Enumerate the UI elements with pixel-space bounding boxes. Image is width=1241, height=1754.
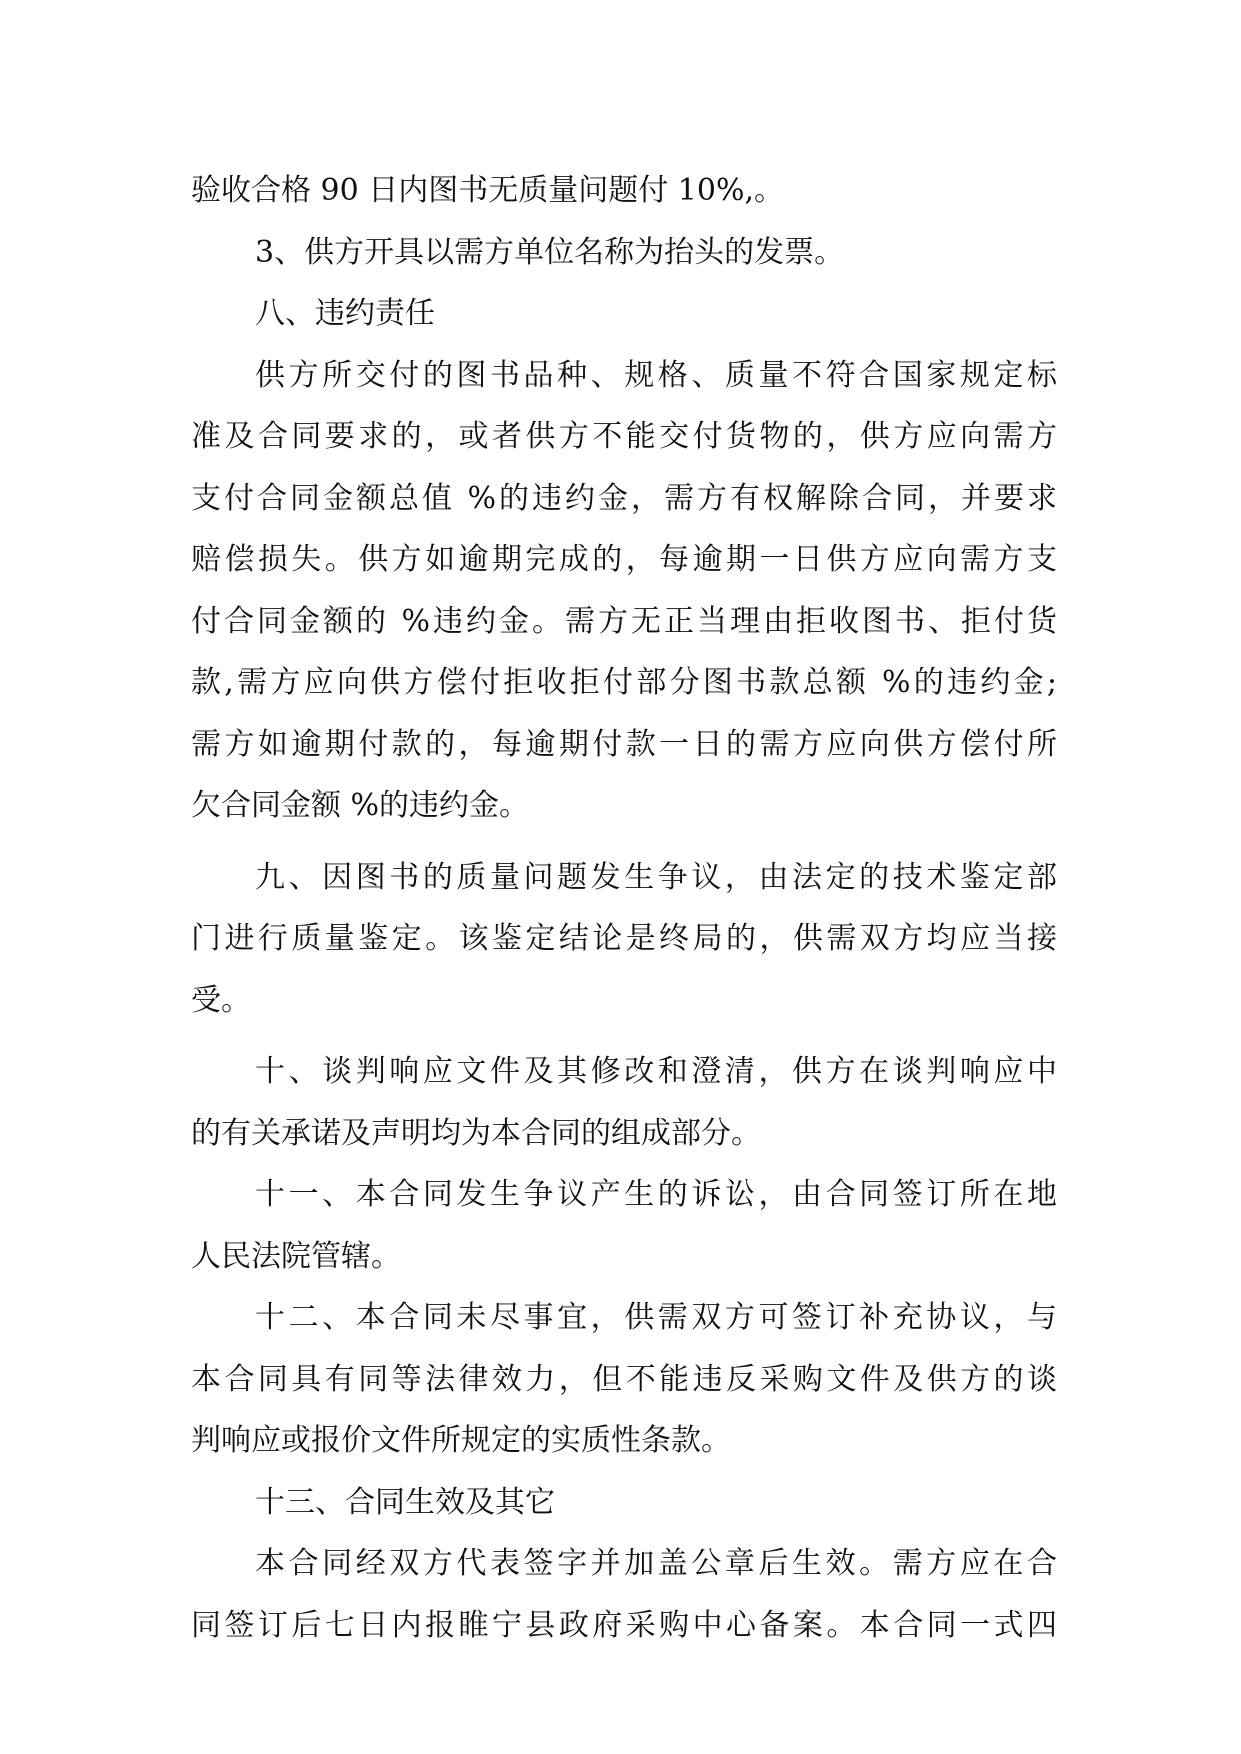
text-line: 同签订后七日内报睢宁县政府采购中心备案。本合同一式四: [191, 1607, 1057, 1643]
text-line: 门进行质量鉴定。该鉴定结论是终局的，供需双方均应当接: [191, 921, 1057, 956]
text-line: 本合同经双方代表签字并加盖公章后生效。需方应在合: [255, 1546, 1057, 1581]
paragraph-gap: [191, 837, 1057, 847]
text-line: 受。: [191, 982, 251, 1018]
section-heading: 八、违约责任: [255, 296, 435, 331]
text-line: 款,需方应向供方偿付拒收拒付部分图书款总额 %的违约金;: [191, 665, 1057, 700]
paragraph-gap: [191, 1031, 1057, 1041]
text-line: 赔偿损失。供方如逾期完成的，每逾期一日供方应向需方支: [191, 542, 1057, 577]
text-line: 人民法院管辖。: [191, 1238, 401, 1274]
text-line: 付合同金额的 %违约金。需方无正当理由拒收图书、拒付货: [191, 603, 1057, 639]
text-line: 供方所交付的图书品种、规格、质量不符合国家规定标: [255, 357, 1057, 393]
text-line: 十、谈判响应文件及其修改和澄清，供方在谈判响应中: [255, 1054, 1057, 1089]
text-line: 准及合同要求的，或者供方不能交付货物的，供方应向需方: [191, 419, 1057, 454]
text-line: 判响应或报价文件所规定的实质性条款。: [191, 1423, 731, 1458]
document-body: [191, 160, 1057, 1656]
text-line: 需方如逾期付款的，每逾期付款一日的需方应向供方偿付所: [191, 726, 1057, 762]
text-line: 十二、本合同未尽事宜，供需双方可签订补充协议，与: [255, 1300, 1057, 1335]
text-line: 验收合格 90 日内图书无质量问题付 10%,。: [191, 173, 784, 208]
text-line: 九、因图书的质量问题发生争议，由法定的技术鉴定部: [255, 859, 1057, 895]
text-line: 本合同具有同等法律效力，但不能违反采购文件及供方的谈: [191, 1361, 1057, 1397]
text-line: 十一、本合同发生争议产生的诉讼，由合同签订所在地: [255, 1177, 1057, 1212]
text-line: 3、供方开具以需方单位名称为抬头的发票。: [255, 234, 845, 270]
text-line: 的有关承诺及声明均为本合同的组成部分。: [191, 1115, 761, 1151]
section-heading: 十三、合同生效及其它: [255, 1484, 555, 1520]
text-line: 欠合同金额 %的违约金。: [191, 788, 530, 823]
text-line: 支付合同金额总值 %的违约金，需方有权解除合同，并要求: [191, 480, 1057, 516]
